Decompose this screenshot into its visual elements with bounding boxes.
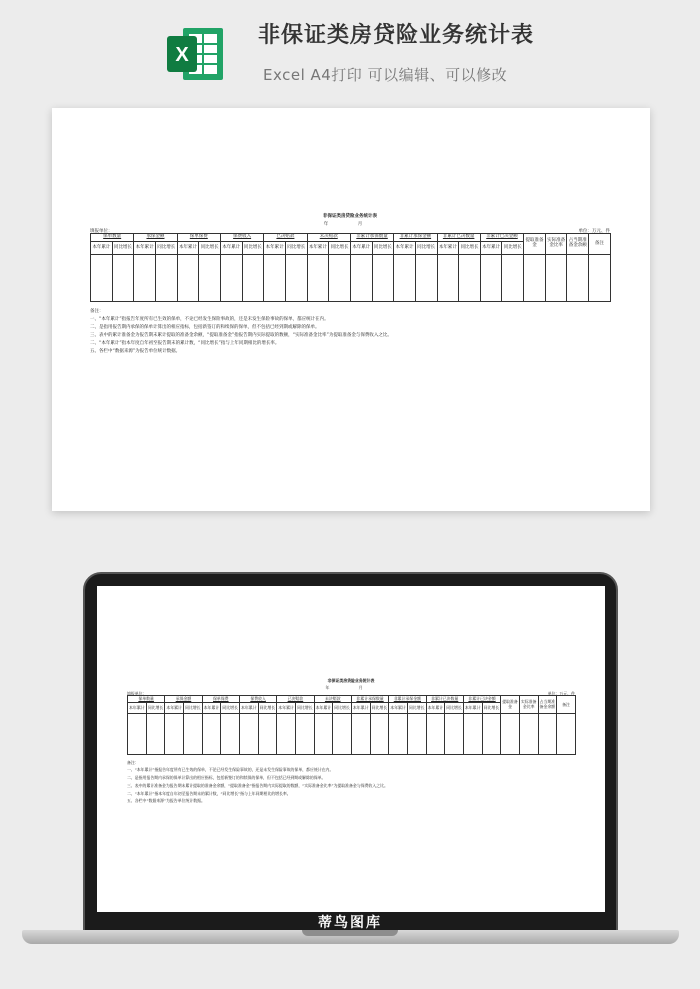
data-cell	[557, 714, 576, 754]
data-cell	[333, 714, 352, 754]
data-cell	[146, 714, 165, 754]
header-sub-cell: 同比增长	[372, 242, 394, 255]
data-cell	[482, 714, 501, 754]
header-sub-cell: 本年累计	[177, 242, 199, 255]
data-cell	[128, 714, 147, 754]
header-group: 保单保费	[202, 696, 239, 703]
header-sub-cell: 本年累计	[389, 703, 408, 714]
note-line: 三、表中的累计准备金为报告期末累计提取的准备金余额，“提取准备金”指报告期内实际提取的数额，“实际准备金比率”为提取准备金与保费收入之比。	[127, 782, 388, 788]
doc-title: 非保证类房贷险业务统计表	[327, 678, 375, 683]
header-group: 保费收入	[239, 696, 276, 703]
header-sub-cell: 同比增长	[415, 242, 437, 255]
doc-title: 非保证类房贷险业务统计表	[323, 214, 377, 219]
data-cell	[502, 255, 524, 302]
header-sub-cell: 本年累计	[426, 703, 445, 714]
header-sub-cell: 本年累计	[264, 242, 286, 255]
data-cell	[155, 255, 177, 302]
data-cell	[437, 255, 459, 302]
document-preview	[90, 213, 610, 413]
page-header	[0, 0, 700, 100]
excel-icon	[163, 22, 227, 86]
header-sub-cell: 同比增长	[183, 703, 202, 714]
header-cell: 备注	[589, 234, 611, 255]
data-cell	[221, 714, 240, 754]
header-sub-cell: 本年累计	[307, 242, 329, 255]
header-sub-cell: 同比增长	[155, 242, 177, 255]
note-line: 一、“本年累计”指报告年度所有已生效的保单，不论已经发生保险事故的，还是未发生保险事故的保单，都应统计在内。	[127, 767, 334, 773]
header-cell: 提取准备金	[524, 234, 546, 255]
note-line: 一、“本年累计”指报告年度所有已生效的保单，不论已经发生保险事故的，还是未发生保险事故的保单，都应统计在内。	[90, 317, 329, 322]
header-cell: 提取准备金	[501, 696, 520, 714]
header-sub-cell: 本年累计	[239, 703, 258, 714]
data-cell	[202, 714, 221, 754]
header-group: 非累计已决数量	[437, 234, 480, 242]
header-sub-cell: 本年累计	[463, 703, 482, 714]
data-cell	[567, 255, 589, 302]
header-sub-cell: 本年累计	[480, 242, 502, 255]
laptop-screen	[97, 586, 605, 912]
page-subtitle: Excel A4打印 可以编辑、可以修改	[263, 66, 508, 84]
data-cell	[242, 255, 264, 302]
header-sub-cell: 同比增长	[258, 703, 277, 714]
data-cell	[264, 255, 286, 302]
page-title: 非保证类房贷险业务统计表	[258, 23, 535, 48]
note-line: 二、是指用报告期内承保的保单计算出的相应指标，包括新签订的和续保的保单，但不包括已经到期或解除的保单。	[127, 775, 326, 781]
data-cell	[239, 714, 258, 754]
data-cell	[91, 255, 113, 302]
header-group: 已决赔款	[277, 696, 314, 703]
data-cell	[314, 714, 333, 754]
data-cell	[538, 714, 557, 754]
header-cell: 实际准备金比率	[545, 234, 567, 255]
data-cell	[258, 714, 277, 754]
header-sub-cell: 同比增长	[285, 242, 307, 255]
data-cell	[165, 714, 184, 754]
data-cell	[329, 255, 351, 302]
note-line: 备注：	[127, 759, 139, 765]
header-group: 非累计已决金额	[463, 696, 500, 703]
notes-block	[127, 760, 388, 806]
header-sub-cell: 同比增长	[295, 703, 314, 714]
header-sub-cell: 本年累计	[220, 242, 242, 255]
header-sub-cell: 同比增长	[112, 242, 134, 255]
header-group: 保单数量	[91, 234, 134, 242]
header-group: 非累计承保金额	[389, 696, 426, 703]
data-cell	[445, 714, 464, 754]
header-sub-cell: 同比增长	[146, 703, 165, 714]
header-cell: 占当期准备金余额	[538, 696, 557, 714]
data-cell	[351, 714, 370, 754]
header-sub-cell: 同比增长	[199, 242, 221, 255]
data-table	[90, 233, 611, 302]
header-sub-cell: 本年累计	[91, 242, 113, 255]
data-cell	[220, 255, 242, 302]
header-group: 保费收入	[220, 234, 263, 242]
data-cell	[370, 714, 389, 754]
header-group: 非累计已决数量	[426, 696, 463, 703]
header-cell: 占当期准备金余额	[567, 234, 589, 255]
note-line: 二、是指用报告期内承保的保单计算出的相应指标，包括新签订的和续保的保单，但不包括已经到期或解除的保单。	[90, 325, 320, 330]
header-sub-cell: 本年累计	[351, 703, 370, 714]
header-group: 已决赔款	[264, 234, 307, 242]
data-cell	[177, 255, 199, 302]
header-group: 保单保费	[177, 234, 220, 242]
data-cell	[480, 255, 502, 302]
header-sub-cell: 同比增长	[502, 242, 524, 255]
notes-block	[90, 308, 392, 356]
document-preview-small	[127, 678, 575, 848]
doc-unit-left: 填报单位：	[90, 229, 113, 234]
note-line: 二、“本年累计”指本年度自年初至报告期末的累计数，“同比增长”指与上年同期相比的增长率。	[90, 341, 280, 346]
data-cell	[459, 255, 481, 302]
data-cell	[285, 255, 307, 302]
header-sub-cell: 本年累计	[314, 703, 333, 714]
header-sub-cell: 本年累计	[437, 242, 459, 255]
data-cell	[426, 714, 445, 754]
data-cell	[394, 255, 416, 302]
header-group: 非累计承保金额	[394, 234, 437, 242]
data-cell	[407, 714, 426, 754]
header-sub-cell: 同比增长	[445, 703, 464, 714]
data-cell	[415, 255, 437, 302]
header-cell: 实际准备金比率	[519, 696, 538, 714]
sheet-preview	[52, 108, 650, 511]
data-cell	[463, 714, 482, 754]
doc-period: 年 月	[325, 684, 377, 690]
doc-unit-right: 单位：万元、件	[547, 690, 575, 696]
data-cell	[389, 714, 408, 754]
doc-period: 年 月	[323, 222, 377, 227]
header-sub-cell: 同比增长	[482, 703, 501, 714]
logo-letter: X	[175, 44, 189, 66]
note-line: 备注：	[90, 309, 104, 314]
header-sub-cell: 本年累计	[394, 242, 416, 255]
header-group: 保单数量	[128, 696, 165, 703]
header-group: 非累计承保数量	[350, 234, 393, 242]
data-table	[127, 695, 576, 754]
data-cell	[277, 714, 296, 754]
note-line: 三、表中的累计准备金为报告期末累计提取的准备金余额，“提取准备金”指报告期内实际提取的数额，“实际准备金比率”为提取准备金与保费收入之比。	[90, 333, 392, 338]
data-cell	[183, 714, 202, 754]
header-sub-cell: 同比增长	[459, 242, 481, 255]
header-group: 未决赔款	[314, 696, 351, 703]
header-sub-cell: 同比增长	[221, 703, 240, 714]
data-cell	[350, 255, 372, 302]
header-sub-cell: 本年累计	[277, 703, 296, 714]
data-cell	[372, 255, 394, 302]
data-cell	[134, 255, 156, 302]
header-group: 非累计已决金额	[480, 234, 523, 242]
data-cell	[112, 255, 134, 302]
data-cell	[589, 255, 611, 302]
note-line: 五、各栏中“数据来源”为报告单位统计数据。	[127, 798, 205, 804]
header-sub-cell: 本年累计	[128, 703, 147, 714]
header-sub-cell: 本年累计	[165, 703, 184, 714]
header-sub-cell: 同比增长	[242, 242, 264, 255]
note-line: 五、各栏中“数据来源”为报告单位统计数据。	[90, 349, 181, 354]
data-cell	[519, 714, 538, 754]
data-cell	[501, 714, 520, 754]
header-cell: 备注	[557, 696, 576, 714]
header-sub-cell: 本年累计	[350, 242, 372, 255]
header-sub-cell: 同比增长	[333, 703, 352, 714]
note-line: 二、“本年累计”指本年度自年初至报告期末的累计数，“同比增长”指与上年同期相比的增长率。	[127, 790, 291, 796]
header-group: 承保金额	[134, 234, 177, 242]
header-sub-cell: 本年累计	[202, 703, 221, 714]
data-cell	[199, 255, 221, 302]
header-sub-cell: 同比增长	[407, 703, 426, 714]
doc-unit-right: 单位：万元、件	[578, 229, 610, 234]
header-sub-cell: 同比增长	[370, 703, 389, 714]
header-sub-cell: 同比增长	[329, 242, 351, 255]
header-sub-cell: 本年累计	[134, 242, 156, 255]
data-cell	[545, 255, 567, 302]
data-cell	[307, 255, 329, 302]
doc-unit-left: 填报单位：	[127, 690, 147, 696]
data-cell	[524, 255, 546, 302]
data-cell	[295, 714, 314, 754]
header-group: 非累计承保数量	[351, 696, 388, 703]
header-group: 承保金额	[165, 696, 202, 703]
watermark: 蒂鸟图库	[318, 915, 382, 931]
header-group: 未决赔款	[307, 234, 350, 242]
